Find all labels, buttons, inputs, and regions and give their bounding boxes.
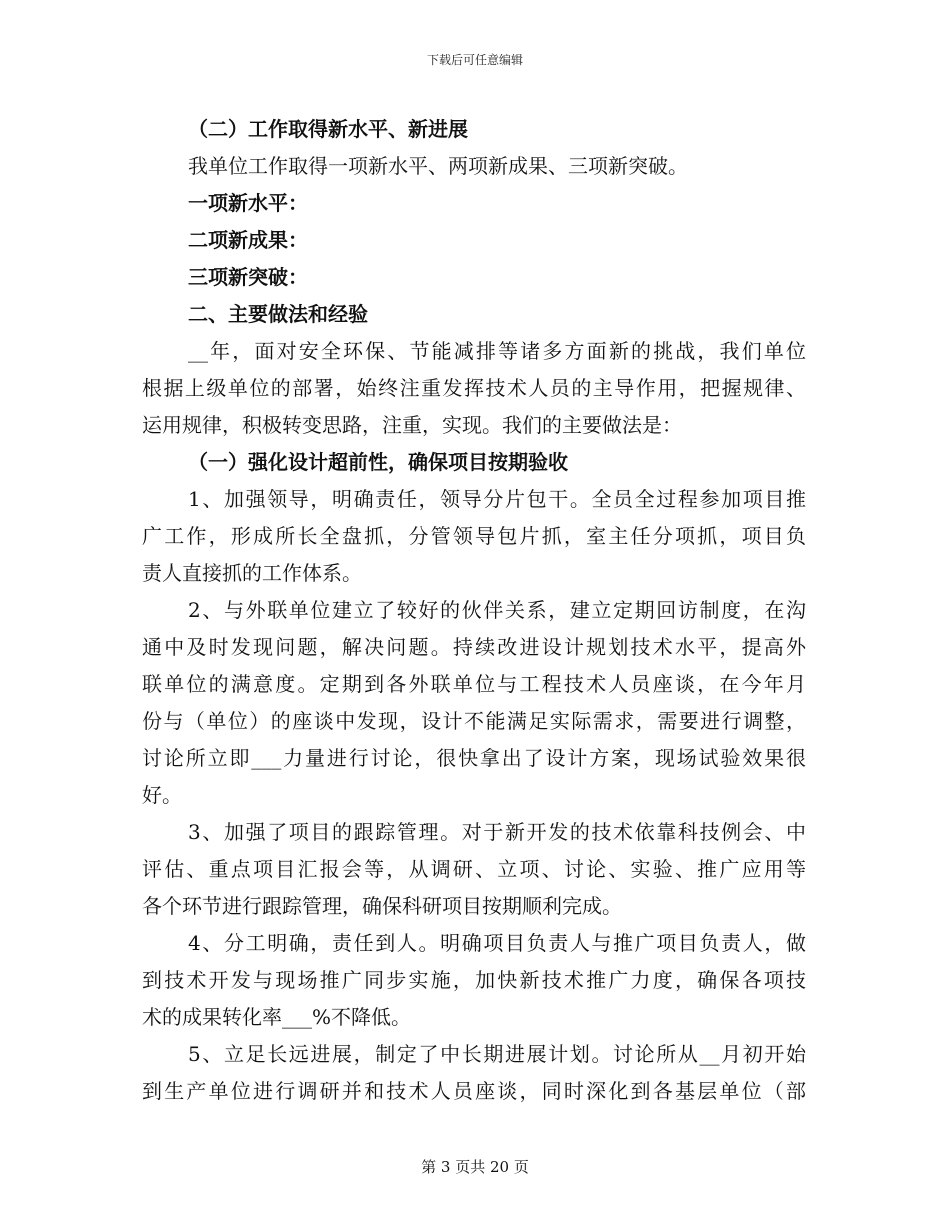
paragraph-line: 2、与外联单位建立了较好的伙伴关系，建立定期回访制度，在沟 — [188, 598, 806, 622]
paragraph-line: 联单位的满意度。定期到各外联单位与工程技术人员座谈，在今年月 — [142, 672, 806, 696]
paragraph-line: 术的成果转化率___%不降低。 — [142, 1005, 412, 1029]
section-heading-line: 一项新水平： — [188, 191, 308, 215]
paragraph-line: 讨论所立即___力量进行讨论，很快拿出了设计方案，现场试验效果很 — [142, 746, 806, 770]
paragraph-line: 好。 — [142, 783, 182, 807]
page-number: 第 3 页共 20 页 — [421, 1158, 529, 1176]
paragraph-line: 各个环节进行跟踪管理，确保科研项目按期顺利完成。 — [142, 894, 622, 918]
section-heading-line: 三项新突破： — [188, 265, 308, 289]
paragraph-line: 通中及时发现问题，解决问题。持续改进设计规划技术水平，提高外 — [142, 635, 806, 659]
paragraph-line: 1、加强领导，明确责任，领导分片包干。全员全过程参加项目推 — [188, 487, 806, 511]
paragraph-line: 5、立足长远进展，制定了中长期进展计划。讨论所从__月初开始 — [188, 1042, 806, 1066]
paragraph-line: __年，面对安全环保、节能减排等诸多方面新的挑战，我们单位 — [188, 339, 806, 363]
document-body — [142, 111, 806, 1110]
page-header-note: 下载后可任意编辑 — [426, 53, 523, 67]
paragraph-line: 到技术开发与现场推广同步实施，加快新技术推广力度，确保各项技 — [142, 968, 806, 992]
paragraph-line: 广工作，形成所长全盘抓，分管领导包片抓，室主任分项抓，项目负 — [142, 524, 806, 548]
paragraph-line: 份与（单位）的座谈中发现，设计不能满足实际需求，需要进行调整， — [142, 709, 806, 733]
paragraph-line: 根据上级单位的部署，始终注重发挥技术人员的主导作用，把握规律、 — [142, 376, 806, 400]
paragraph-line: 4、分工明确，责任到人。明确项目负责人与推广项目负责人，做 — [188, 931, 806, 955]
paragraph-line: 评估、重点项目汇报会等，从调研、立项、讨论、实验、推广应用等 — [142, 857, 806, 881]
section-heading-line: （一）强化设计超前性，确保项目按期验收 — [188, 450, 568, 474]
paragraph-line: 责人直接抓的工作体系。 — [142, 561, 362, 585]
paragraph-line: 到生产单位进行调研并和技术人员座谈，同时深化到各基层单位（部 — [142, 1079, 806, 1103]
section-heading-line: （二）工作取得新水平、新进展 — [188, 117, 468, 141]
paragraph-line: 我单位工作取得一项新水平、两项新成果、三项新突破。 — [188, 154, 688, 178]
paragraph-line: 运用规律，积极转变思路，注重，实现。我们的主要做法是： — [142, 413, 682, 437]
paragraph-line: 3、加强了项目的跟踪管理。对于新开发的技术依靠科技例会、中 — [188, 820, 806, 844]
section-heading-line: 二项新成果： — [188, 228, 308, 252]
section-heading-line: 二、主要做法和经验 — [188, 302, 368, 326]
